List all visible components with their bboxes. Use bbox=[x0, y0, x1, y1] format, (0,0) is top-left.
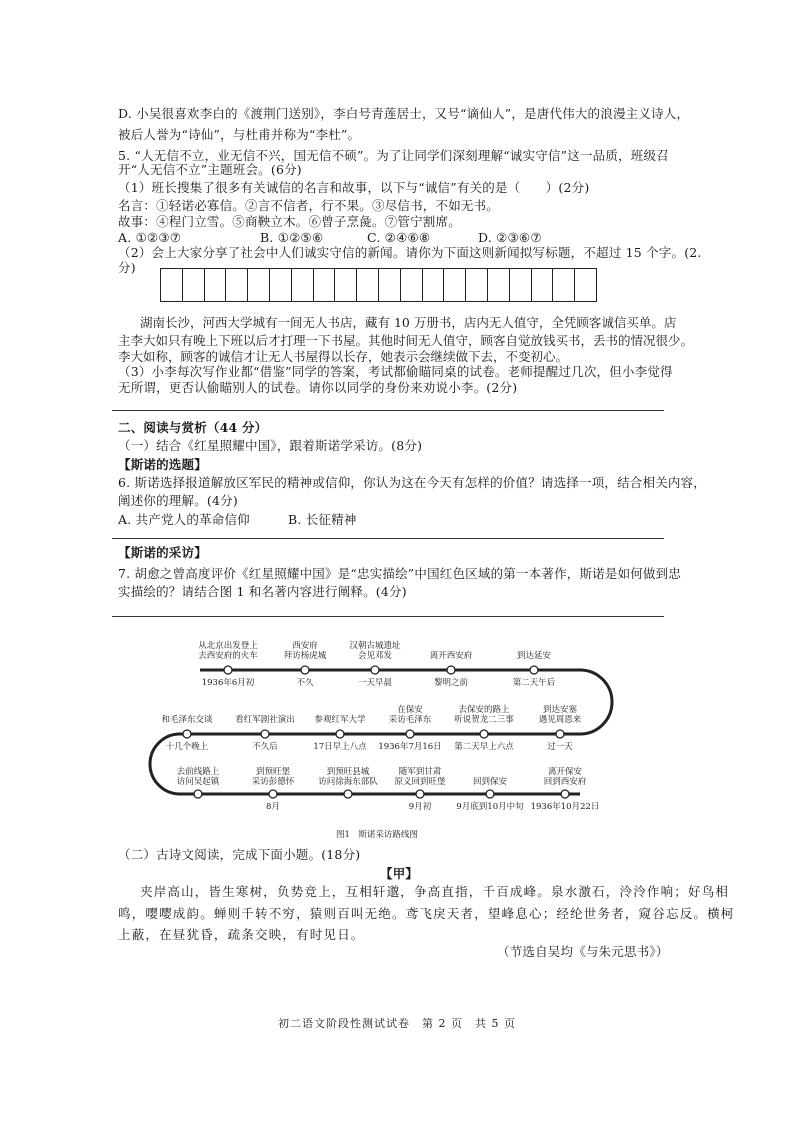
answer-cell[interactable] bbox=[531, 268, 554, 302]
stop-label: 和毛泽东交谈 bbox=[161, 715, 213, 725]
answer-cell[interactable] bbox=[204, 268, 227, 302]
question-5-2-line1: （2）会上大家分享了社会中人们诚实守信的新闻。请你为下面这则新闻拟写标题，不超过 15 个字。(2. bbox=[118, 245, 702, 260]
answer-cell[interactable] bbox=[225, 268, 248, 302]
divider-line bbox=[112, 410, 664, 411]
answer-cell[interactable] bbox=[378, 268, 401, 302]
question-5-line1: 5. “人无信不立，业无信不兴，国无信不硕”。为了让同学们深刻理解“诚实守信”这一品质，班级召 bbox=[118, 148, 669, 163]
option-b: B. ①②⑤⑥ bbox=[260, 230, 324, 245]
stop-label: 到达安塞 遇见周恩来 bbox=[538, 705, 582, 725]
passage-line3: 上蔽，在昼犹昏，疏条交映，有时见日。 bbox=[118, 927, 365, 942]
stop-date: 17日早上八点 bbox=[313, 742, 367, 752]
snow-topic-tag: 【斯诺的选题】 bbox=[118, 457, 207, 472]
passage-line2: 鸣，嘤嘤成韵。蝉则千转不穷，猿则百叫无绝。鸢飞戾天者，望峰息心；经纶世务者，窥谷忘反。横柯 bbox=[118, 906, 735, 921]
question-6-option-b: B. 长征精神 bbox=[288, 512, 357, 527]
stop-date: 9月底到10月中旬 bbox=[456, 802, 524, 812]
stop-label: 汉朝古城遗址 会见邓发 bbox=[349, 641, 401, 661]
news-line1: 湖南长沙，河西大学城有一间无人书店，藏有 10 万册书，店内无人值守，全凭顾客诚信买单。店 bbox=[140, 315, 677, 330]
stop-label: 到预旺堡 采访彭德怀 bbox=[251, 767, 295, 787]
passage-line1: 夹岸高山，皆生寒树，负势竞上，互相轩邈，争高直指，千百成峰。泉水激石，泠泠作响；好鸟相 bbox=[140, 884, 730, 899]
answer-cell[interactable] bbox=[160, 268, 183, 302]
question-5-3-line1: （3）小李每次写作业都“借鉴”同学的答案，考试都偷瞄同桌的试卷。老师提醒过几次，但小李觉得 bbox=[118, 364, 673, 379]
stop-label: 在保安 采访毛泽东 bbox=[388, 705, 432, 725]
answer-cell[interactable] bbox=[509, 268, 532, 302]
stop-date: 1936年10月22日 bbox=[530, 802, 600, 812]
answer-cell[interactable] bbox=[247, 268, 270, 302]
section-2-heading: 二、阅读与赏析（44 分） bbox=[118, 420, 268, 435]
question-7-line1: 7. 胡愈之曾高度评价《红星照耀中国》是“忠实描绘”中国红色区域的第一本著作，斯诺是如何做到忠 bbox=[118, 566, 682, 581]
question-5-1: （1）班长搜集了很多有关诚信的名言和故事，以下与“诚信”有关的是（ ）(2分) bbox=[118, 180, 590, 195]
option-d-line1: D. 小吴很喜欢李白的《渡荆门送别》，李白号青莲居士，又号“谪仙人”，是唐代伟大的浪漫主义诗人， bbox=[118, 106, 690, 121]
stop-date: 一天早晨 bbox=[357, 678, 393, 688]
text-jia-tag: 【甲】 bbox=[380, 866, 419, 881]
answer-cell[interactable] bbox=[182, 268, 205, 302]
stop-date: 不久后 bbox=[252, 742, 278, 752]
option-d: D. ②③⑥⑦ bbox=[478, 230, 542, 245]
answer-cell[interactable] bbox=[291, 268, 314, 302]
stop-label: 看红军剧社演出 bbox=[235, 715, 295, 725]
stop-date: 9月初 bbox=[408, 802, 432, 812]
news-line3: 李大如称，顾客的诚信才让无人书屋得以长存，她表示会继续做下去，不变初心。 bbox=[118, 349, 569, 364]
question-5-line2: 开“人无信不立”主题班会。(6分) bbox=[118, 162, 302, 177]
route-map bbox=[140, 630, 620, 845]
subsection-1-heading: （一）结合《红星照耀中国》，跟着斯诺学采访。(8分) bbox=[118, 438, 423, 453]
question-6-option-a: A. 共产党人的革命信仰 bbox=[118, 512, 250, 527]
news-line2: 主李大如只有晚上下班以后才打理一下书屋。其他时间无人值守，顾客自觉放钱买书，丢书的情况很少。 bbox=[118, 333, 694, 348]
stop-date: 1936年7月16日 bbox=[378, 742, 442, 752]
passage-source: （节选自吴均《与朱元思书》） bbox=[497, 944, 669, 959]
stop-label: 离开保安 回到西安府 bbox=[543, 767, 587, 787]
stop-label: 到预旺县城 访问徐海东部队 bbox=[318, 767, 378, 787]
stop-date: 8月 bbox=[266, 802, 280, 812]
answer-cell[interactable] bbox=[400, 268, 423, 302]
question-6-line2: 阐述你的理解。(4分) bbox=[118, 493, 238, 508]
question-6-line1: 6. 斯诺选择报道解放区军民的精神或信仰，你认为这在今天有怎样的价值？请选择一项，结合相关内容， bbox=[118, 475, 707, 490]
option-d-line2: 被后人誉为“诗仙”，与杜甫并称为“李杜”。 bbox=[118, 127, 361, 142]
stop-label: 随军到甘肃 原义回到旺堡 bbox=[394, 767, 446, 787]
answer-cell[interactable] bbox=[443, 268, 466, 302]
stop-label: 从北京出发登上 去西安府的火车 bbox=[198, 641, 258, 661]
option-a: A. ①②③⑦ bbox=[118, 230, 182, 245]
question-5-3-line2: 无所谓，更否认偷瞄别人的试卷。请你以同学的身份来劝说小李。(2分) bbox=[118, 380, 518, 395]
stop-label: 回到保安 bbox=[472, 777, 508, 787]
stop-label: 去前线路上 访问吴起镇 bbox=[176, 767, 220, 787]
stop-date: 不久 bbox=[296, 678, 314, 688]
stop-label: 去保安的路上 听说贺龙二三事 bbox=[454, 705, 514, 725]
route-path bbox=[140, 630, 620, 845]
page-footer: 初二语文阶段性测试试卷 第 2 页 共 5 页 bbox=[278, 1017, 516, 1030]
answer-grid[interactable] bbox=[161, 268, 597, 302]
question-5-2-line2: 分) bbox=[118, 260, 136, 275]
stop-date: 第二天午后 bbox=[512, 678, 556, 688]
figure-caption: 图1 斯诺采访路线图 bbox=[336, 830, 418, 840]
answer-cell[interactable] bbox=[334, 268, 357, 302]
stop-date: 十几个晚上 bbox=[165, 742, 209, 752]
stop-label: 西安府 拜访杨虎城 bbox=[283, 641, 327, 661]
option-c: C. ②④⑥⑧ bbox=[367, 230, 431, 245]
answer-cell[interactable] bbox=[356, 268, 379, 302]
quotes-line: 名言：①轻诺必寡信。②言不信者，行不果。③尽信书，不如无书。 bbox=[118, 198, 500, 213]
question-7-line2: 实描绘的？请结合图 1 和名著内容进行阐释。(4分) bbox=[118, 584, 407, 599]
subsection-2-heading: （二）古诗文阅读，完成下面小题。(18分) bbox=[118, 847, 361, 862]
stop-date: 过一天 bbox=[547, 742, 573, 752]
answer-cell[interactable] bbox=[487, 268, 510, 302]
stop-label: 参观红军大学 bbox=[314, 715, 366, 725]
answer-cell[interactable] bbox=[552, 268, 575, 302]
answer-cell[interactable] bbox=[574, 268, 597, 302]
stop-label: 到达延安 bbox=[516, 651, 552, 661]
answer-cell[interactable] bbox=[269, 268, 292, 302]
answer-cell[interactable] bbox=[465, 268, 488, 302]
answer-line bbox=[112, 538, 664, 539]
stop-label: 离开西安府 bbox=[429, 651, 473, 661]
answer-cell[interactable] bbox=[313, 268, 336, 302]
snow-interview-tag: 【斯诺的采访】 bbox=[118, 545, 207, 560]
answer-line bbox=[112, 616, 664, 617]
stop-date: 第二天早上六点 bbox=[454, 742, 514, 752]
stop-date: 黎明之前 bbox=[433, 678, 469, 688]
answer-cell[interactable] bbox=[422, 268, 445, 302]
stories-line: 故事：④程门立雪。⑤商鞅立木。⑥曾子烹彘。⑦管宁割席。 bbox=[118, 214, 461, 229]
stop-date: 1936年6月初 bbox=[201, 678, 255, 688]
